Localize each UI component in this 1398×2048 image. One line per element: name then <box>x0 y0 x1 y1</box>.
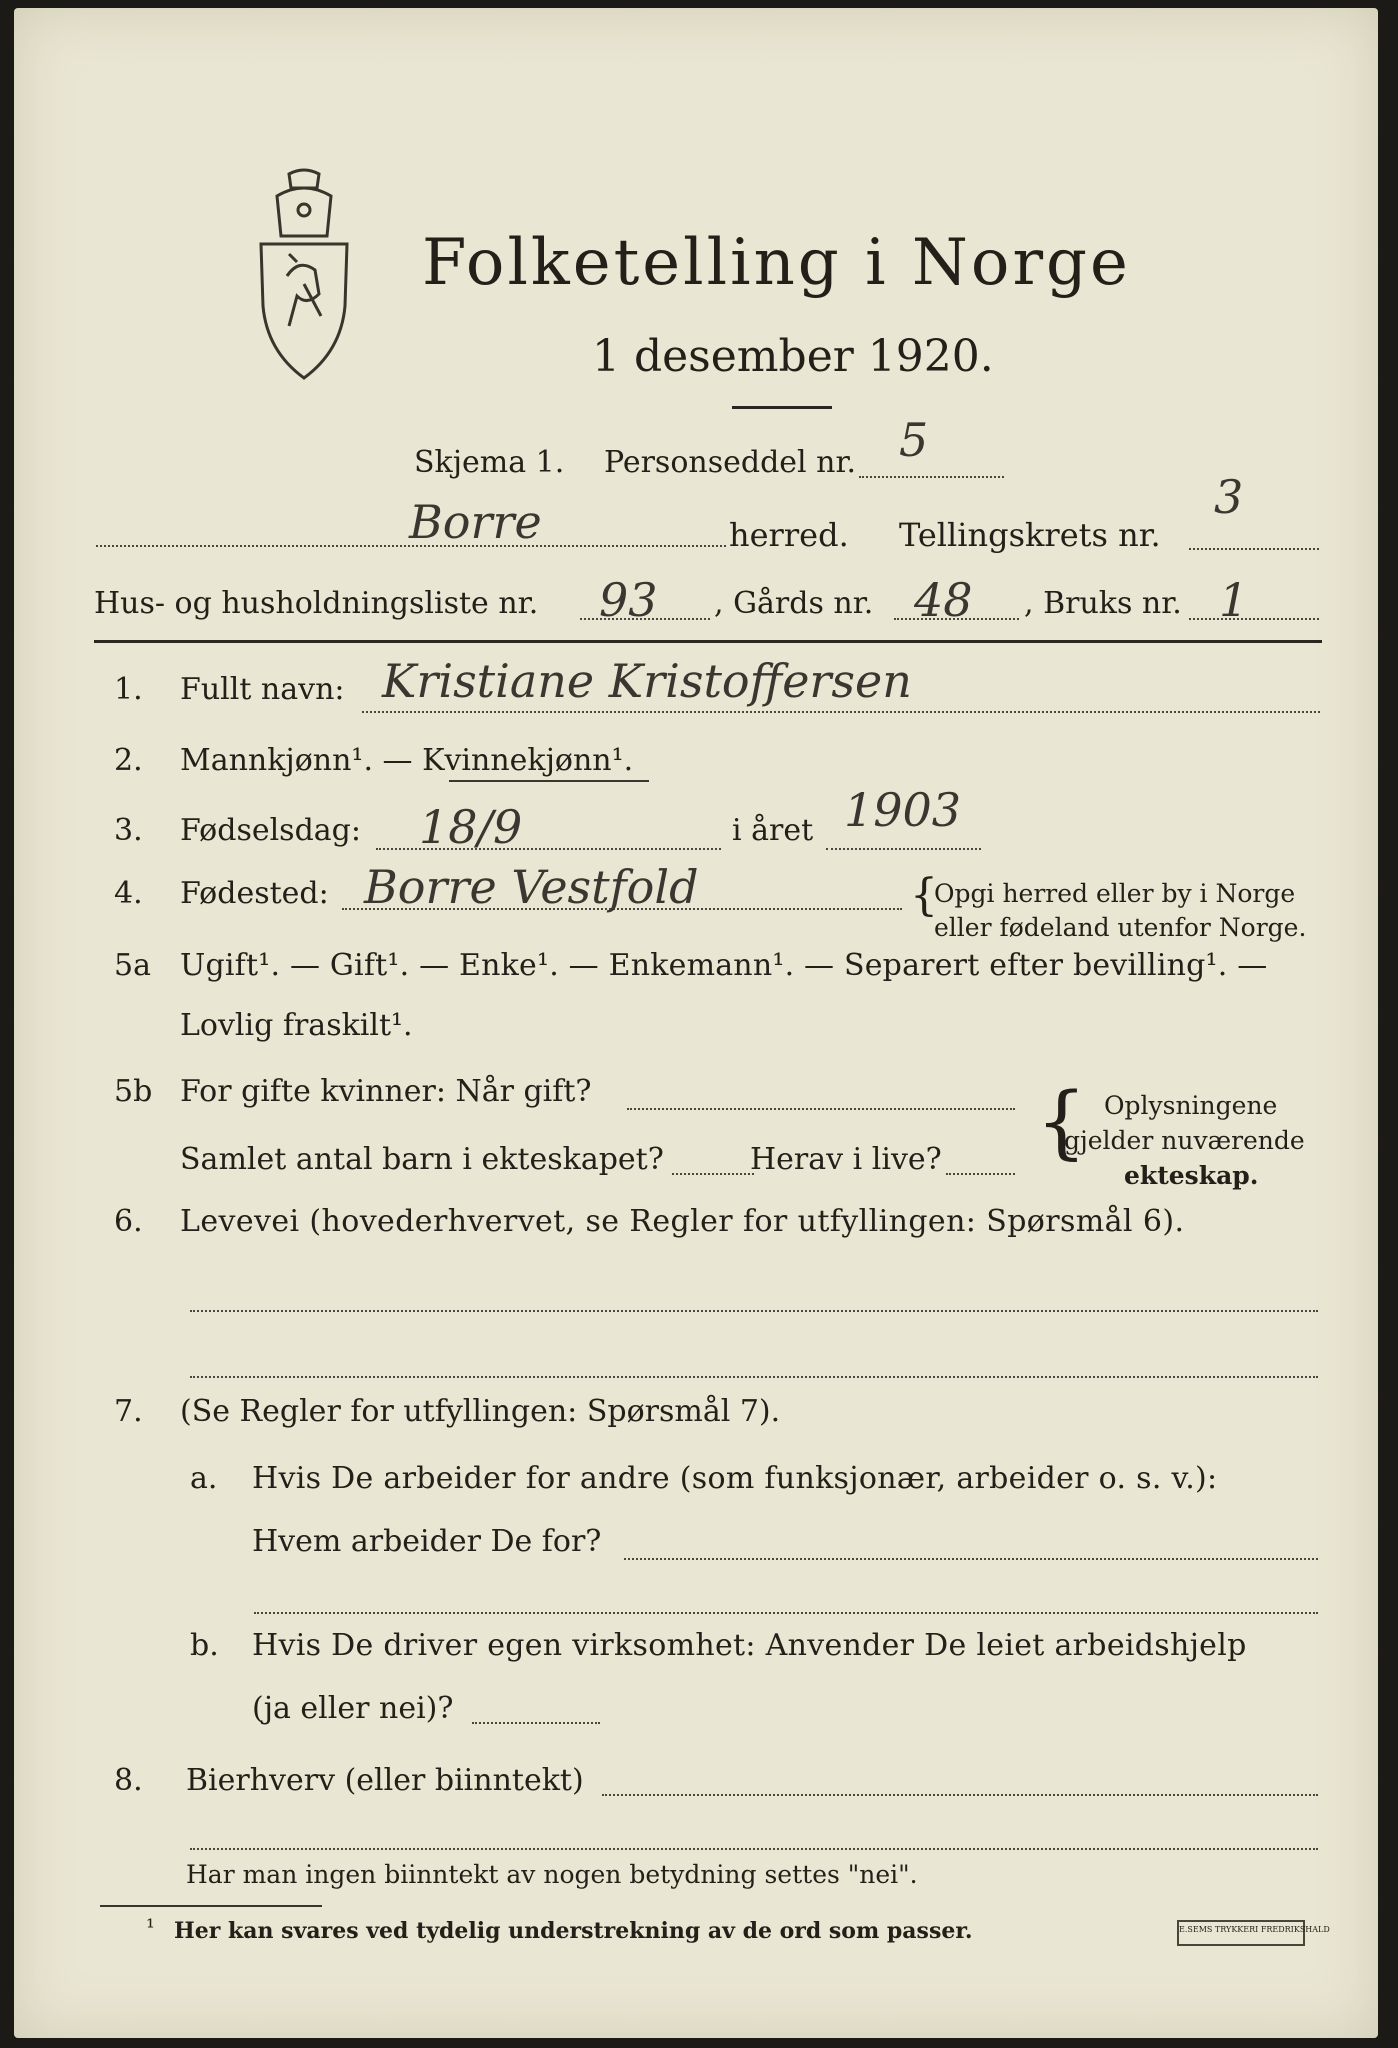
kvinnekjonn-underline <box>449 780 649 782</box>
q5a-number: 5a <box>114 948 151 983</box>
q4-note-1: Opgi herred eller by i Norge <box>934 879 1296 908</box>
birth-year-line <box>826 848 981 850</box>
marital-status-options[interactable]: Ugift¹. — Gift¹. — Enke¹. — Enkemann¹. — Separert efter bevilling¹. — <box>180 948 1268 983</box>
husholdningsliste-label: Hus- og husholdningsliste nr. <box>94 586 539 621</box>
q7-label: (Se Regler for utfyllingen: Spørsmål 7). <box>180 1394 781 1429</box>
husholdningsliste-value[interactable]: 93 <box>599 573 658 627</box>
q5b-number: 5b <box>114 1074 153 1109</box>
q4-label: Fødested: <box>180 876 329 911</box>
tellingskrets-label: Tellingskrets nr. <box>899 516 1161 554</box>
q4-note-2: eller fødeland utenfor Norge. <box>934 913 1307 942</box>
form-title: Folketelling i Norge <box>422 226 1131 300</box>
q4-brace: { <box>910 870 938 921</box>
personseddel-label: Personseddel nr. <box>604 445 857 480</box>
birthplace-value[interactable]: Borre Vestfold <box>364 860 699 914</box>
printer-stamp <box>1177 1920 1330 1946</box>
q4-number: 4. <box>114 876 143 911</box>
q5b-note-1: Oplysningene <box>1104 1091 1278 1120</box>
census-form-sheet <box>14 8 1378 2038</box>
side-income-note: Har man ingen biinntekt av nogen betydning settes "nei". <box>186 1860 918 1889</box>
q1-label: Fullt navn: <box>180 672 345 707</box>
q8-label: Bierhverv (eller biinntekt) <box>186 1763 584 1798</box>
q5b-note-2: gjelder nuværende <box>1064 1126 1305 1155</box>
q3-number: 3. <box>114 813 143 848</box>
q7b-line-1: Hvis De driver egen virksomhet: Anvender De leiet arbeidshjelp <box>252 1628 1247 1663</box>
bruks-value[interactable]: 1 <box>1219 573 1249 627</box>
side-income-line-1 <box>602 1794 1318 1796</box>
footnote-text: Her kan svares ved tydelig understrekning av de ord som passer. <box>174 1918 973 1944</box>
herred-value[interactable]: Borre <box>409 495 542 549</box>
q7a-line-2: Hvem arbeider De for? <box>252 1524 602 1559</box>
q7a-letter: a. <box>190 1461 218 1496</box>
q7-number: 7. <box>114 1394 143 1429</box>
q5b-married-label: For gifte kvinner: Når gift? <box>180 1074 592 1109</box>
printer-stamp-text: E.SEMS TRYKKERI FREDRIKSHALD <box>1179 1925 1330 1934</box>
q3-year-label: i året <box>732 813 814 848</box>
children-count-line <box>672 1173 754 1175</box>
children-alive-line <box>946 1173 1015 1175</box>
q1-line <box>362 711 1320 713</box>
q5b-note-3: ekteskap. <box>1124 1161 1259 1190</box>
q5b-brace: { <box>1036 1075 1087 1168</box>
birth-year-value[interactable]: 1903 <box>844 783 962 837</box>
q7b-letter: b. <box>190 1628 219 1663</box>
census-date: 1 desember 1920. <box>592 331 994 382</box>
marital-status-divorced[interactable]: Lovlig fraskilt¹. <box>180 1008 413 1043</box>
q1-number: 1. <box>114 672 143 707</box>
tellingskrets-line <box>1189 548 1319 550</box>
q6-label: Levevei (hovederhvervet, se Regler for utfyllingen: Spørsmål 6). <box>180 1204 1185 1239</box>
header-divider <box>94 640 1322 643</box>
title-divider <box>732 406 832 409</box>
q7a-line-1: Hvis De arbeider for andre (som funksjonær, arbeider o. s. v.): <box>252 1461 1218 1496</box>
personseddel-line <box>859 476 1004 478</box>
footnote-mark: ¹ <box>146 1916 155 1941</box>
hired-help-line <box>472 1722 600 1724</box>
q7b-line-2: (ja eller nei)? <box>252 1691 454 1726</box>
bruks-line <box>1189 618 1319 620</box>
skjema-label: Skjema 1. <box>414 445 565 480</box>
q5b-alive-label: Herav i live? <box>750 1142 942 1177</box>
married-date-line <box>627 1108 1015 1110</box>
gards-value[interactable]: 48 <box>914 573 973 627</box>
employer-line-2 <box>254 1612 1318 1614</box>
occupation-line-2 <box>190 1376 1318 1378</box>
q2-number: 2. <box>114 743 143 778</box>
q5b-children-label: Samlet antal barn i ekteskapet? <box>180 1142 664 1177</box>
employer-line-1 <box>624 1558 1318 1560</box>
footnote-divider <box>100 1905 322 1907</box>
coat-of-arms-icon <box>249 166 359 381</box>
gender-options[interactable]: Mannkjønn¹. — Kvinnekjønn¹. <box>180 743 634 778</box>
full-name-value[interactable]: Kristiane Kristoffersen <box>382 654 912 708</box>
q6-number: 6. <box>114 1204 143 1239</box>
q3-label: Fødselsdag: <box>180 813 361 848</box>
side-income-line-2 <box>190 1848 1318 1850</box>
gards-label: , Gårds nr. <box>714 586 874 621</box>
q8-number: 8. <box>114 1763 143 1798</box>
occupation-line-1 <box>190 1310 1318 1312</box>
personseddel-value[interactable]: 5 <box>899 413 929 467</box>
tellingskrets-value[interactable]: 3 <box>1214 470 1244 524</box>
birthday-value[interactable]: 18/9 <box>419 800 523 854</box>
herred-label: herred. <box>729 516 849 554</box>
bruks-label: , Bruks nr. <box>1024 586 1182 621</box>
